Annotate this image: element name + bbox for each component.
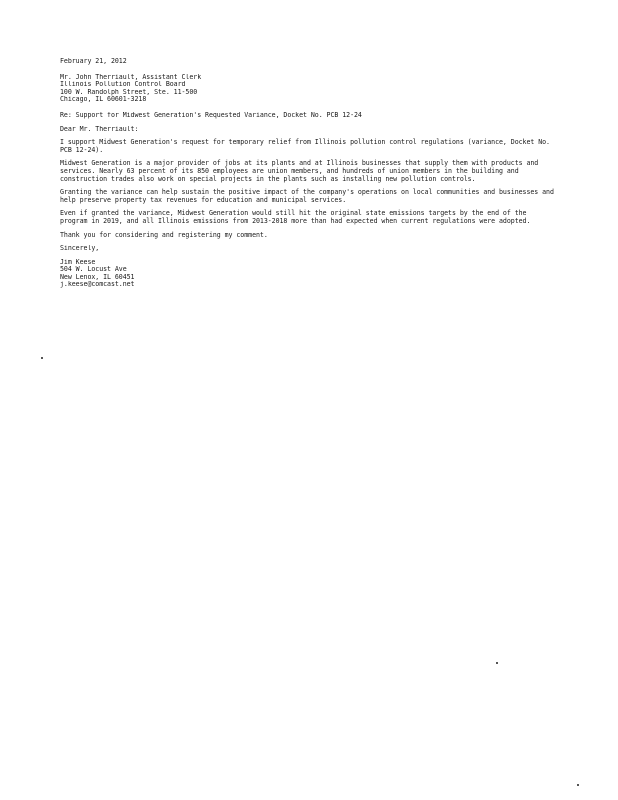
signer-city: New Lenox, IL 60451 <box>60 273 135 281</box>
recipient-city: Chicago, IL 60601-3218 <box>60 96 147 104</box>
scan-speck <box>41 357 43 359</box>
signer-email: j.keese@comcast.net <box>60 281 135 289</box>
scan-speck <box>577 784 579 786</box>
letter-date: February 21, 2012 <box>60 58 127 65</box>
recipient-street: 100 W. Randolph Street, Ste. 11-500 <box>60 88 198 96</box>
paragraph-1: I support Midwest Generation's request for temporary relief from Illinois pollution control regulations (variance, Docket No. PCB 12-24). <box>60 138 550 154</box>
closing: Sincerely, <box>60 245 100 253</box>
recipient-org: Illinois Pollution Control Board <box>60 81 186 89</box>
signer-name: Jim Keese <box>60 258 96 266</box>
salutation: Dear Mr. Therriault: <box>60 125 139 133</box>
paragraph-4: Even if granted the variance, Midwest Generation would still hit the original state emissions targets by the end of the program in 2019, and all Illinois emissions from 2013-2018 more than had expected when current regulations were adopted. <box>60 209 531 225</box>
recipient-name: Mr. John Therriault, Assistant Clerk <box>60 73 202 81</box>
paragraph-2: Midwest Generation is a major provider of jobs at its plants and at Illinois businesses that supply them with products and services. Nearly 63 percent of its 850 employees are union members, and hundreds of union members in the building and construction trades also work on special projects in the plants such as installing new pollution controls. <box>60 159 539 183</box>
scan-speck <box>496 662 498 664</box>
signer-street: 504 W. Locust Ave <box>60 266 127 274</box>
letter-body <box>60 58 555 289</box>
subject-line: Re: Support for Midwest Generation's Requested Variance, Docket No. PCB 12-24 <box>60 111 362 119</box>
paragraph-3: Granting the variance can help sustain the positive impact of the company's operations on local communities and businesses and help preserve property tax revenues for education and municipal services. <box>60 188 554 204</box>
paragraph-5: Thank you for considering and registering my comment. <box>60 230 268 239</box>
